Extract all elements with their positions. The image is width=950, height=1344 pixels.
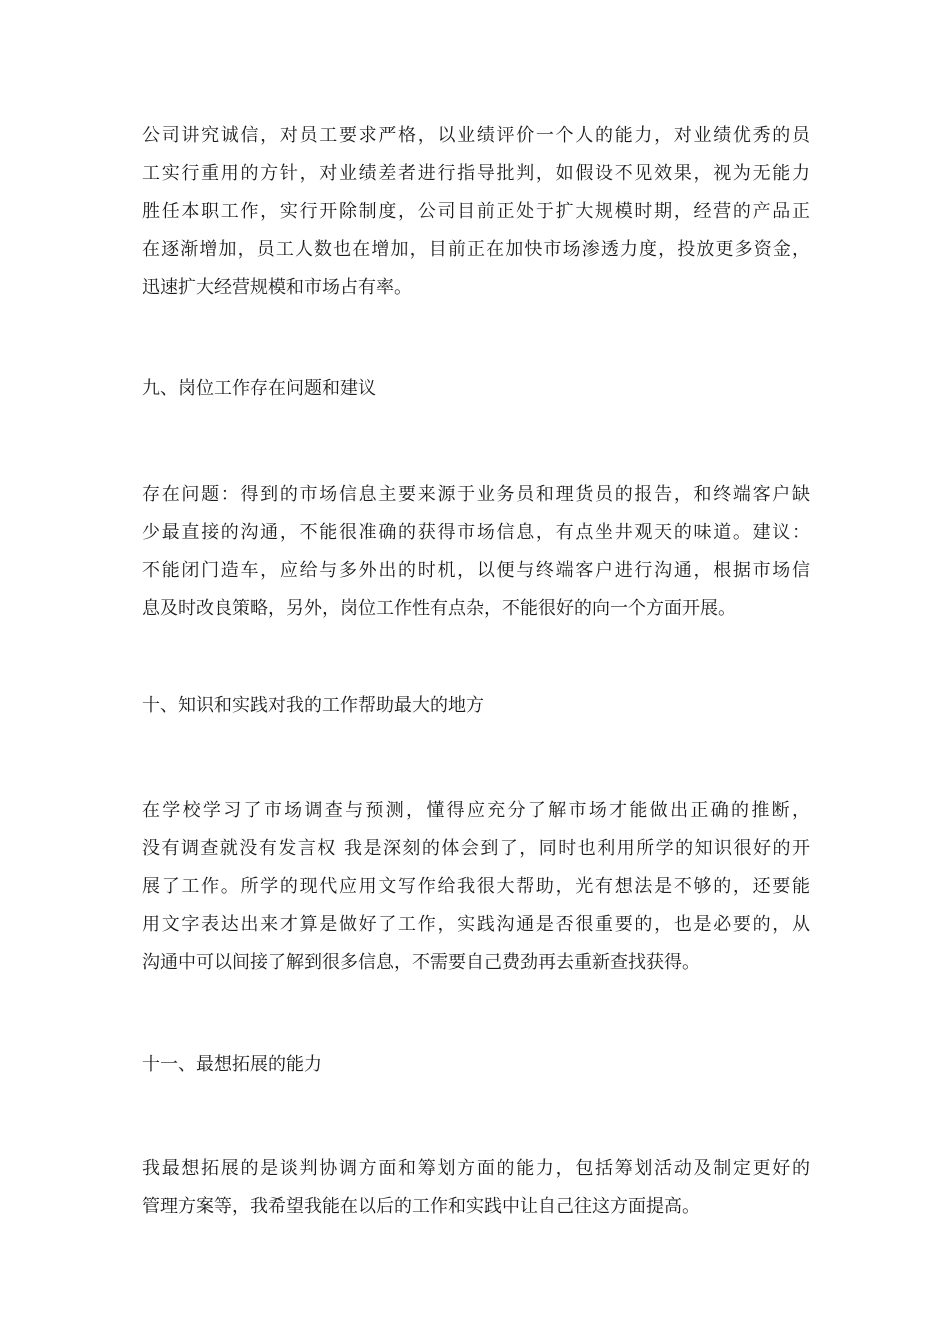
- paragraph-company-policy: [142, 117, 810, 307]
- text-line: 少最直接的沟通，不能很准确的获得市场信息，有点坐井观天的味道。建议：: [142, 522, 810, 543]
- text-line: 展了工作。所学的现代应用文写作给我很大帮助，光有想法是不够的，还要能: [142, 876, 810, 897]
- text-line: 管理方案等，我希望我能在以后的工作和实践中让自己往这方面提高。: [142, 1196, 700, 1217]
- paragraph-abilities: [142, 1150, 810, 1226]
- section-heading-11: 十一、最想拓展的能力: [142, 1054, 322, 1075]
- text-line: 在逐渐增加，员工人数也在增加，目前正在加快市场渗透力度，投放更多资金，: [142, 239, 810, 260]
- paragraph-knowledge-practice: [142, 792, 810, 982]
- section-heading-9: 九、岗位工作存在问题和建议: [142, 378, 376, 399]
- text-line: 存在问题：得到的市场信息主要来源于业务员和理货员的报告，和终端客户缺: [142, 484, 810, 505]
- text-line: 胜任本职工作，实行开除制度，公司目前正处于扩大规模时期，经营的产品正: [142, 201, 810, 222]
- text-line: 不能闭门造车，应给与多外出的时机，以便与终端客户进行沟通，根据市场信: [142, 560, 810, 581]
- text-line: 我最想拓展的是谈判协调方面和筹划方面的能力，包括筹划活动及制定更好的: [142, 1158, 810, 1179]
- paragraph-problems-suggestions: [142, 476, 810, 628]
- text-line: 在学校学习了市场调查与预测，懂得应充分了解市场才能做出正确的推断，: [142, 800, 810, 821]
- text-line: 迅速扩大经营规模和市场占有率。: [142, 277, 412, 298]
- text-line: 公司讲究诚信，对员工要求严格，以业绩评价一个人的能力，对业绩优秀的员: [142, 125, 810, 146]
- text-line: 工实行重用的方针，对业绩差者进行指导批判，如假设不见效果，视为无能力: [142, 163, 810, 184]
- text-line: 息及时改良策略，另外，岗位工作性有点杂，不能很好的向一个方面开展。: [142, 598, 736, 619]
- text-line: 用文字表达出来才算是做好了工作，实践沟通是否很重要的，也是必要的，从: [142, 914, 810, 935]
- text-line: 沟通中可以间接了解到很多信息，不需要自己费劲再去重新查找获得。: [142, 952, 700, 973]
- text-line: 没有调查就没有发言权 我是深刻的体会到了，同时也利用所学的知识很好的开: [142, 838, 810, 859]
- section-heading-10: 十、知识和实践对我的工作帮助最大的地方: [142, 695, 484, 716]
